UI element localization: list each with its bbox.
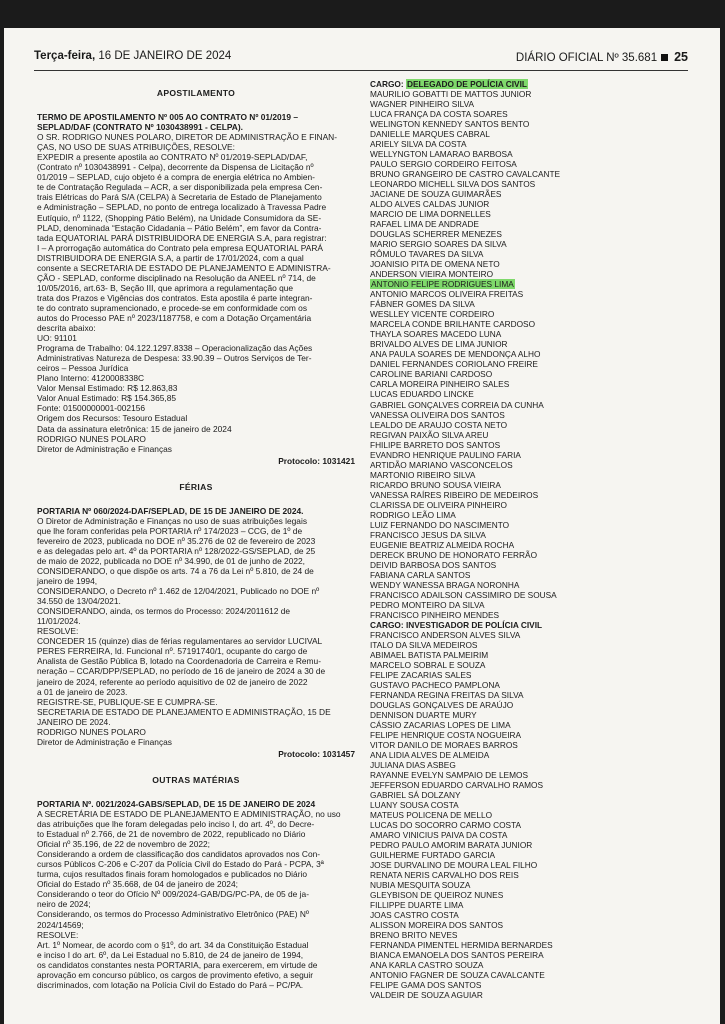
list-item: RAFAEL LIMA DE ANDRADE bbox=[370, 219, 479, 230]
text-line: os candidatos constantes nesta PORTARIA, para exercerem, em virtude de bbox=[37, 959, 318, 970]
list-item: ALDO ALVES CALDAS JUNIOR bbox=[370, 199, 490, 210]
text-line: Considerando, os termos do Processo Administrativo Eletrônico (PAE) Nº bbox=[37, 909, 309, 920]
apostilamento-body bbox=[37, 132, 355, 454]
protocol-1031457: Protocolo: 1031457 bbox=[278, 748, 355, 759]
text-line: neiro de 2024; bbox=[37, 899, 91, 910]
right-column bbox=[370, 79, 690, 1000]
text-line: trata dos Prazos e Vigências dos contratos. Esta apostila é parte integran- bbox=[37, 292, 313, 303]
delegado-list-a bbox=[370, 89, 690, 279]
list-item: ANTONIO FAGNER DE SOUZA CAVALCANTE bbox=[370, 970, 545, 981]
text-line: Administrativas Natureza de Despesa: 33.90.39 – Outros Serviços de Ter- bbox=[37, 353, 312, 364]
text-line: e inciso I do art. 6º, da Lei Estadual no 5.810, de 24 de janeiro de 1994, bbox=[37, 949, 304, 960]
list-item: DOUGLAS GONÇALVES DE ARAÚJO bbox=[370, 699, 514, 710]
list-item: WELINGTON KENNEDY SANTOS BENTO bbox=[370, 119, 530, 130]
list-item: RICARDO BRUNO SOUSA VIEIRA bbox=[370, 479, 501, 490]
text-line: das atribuições que lhe foram delegadas pelo inciso I, do art. 4º, do Decre- bbox=[37, 819, 315, 830]
text-line: Oficial do Estado nº 35.668, de 04 de janeiro de 2024; bbox=[37, 879, 238, 890]
list-item: MAURILIO GOBATTI DE MATTOS JUNIOR bbox=[370, 89, 532, 100]
text-line: CONCEDER 15 (quinze) dias de férias regulamentares ao servidor LUCIVAL bbox=[37, 636, 323, 647]
list-item: BRUNO GRANGEIRO DE CASTRO CAVALCANTE bbox=[370, 169, 561, 180]
apostilamento-title bbox=[37, 112, 355, 132]
text-line: 01/2019 – SEPLAD, cujo objeto é a compra de energia elétrica no Ambien- bbox=[37, 172, 315, 183]
text-line: Valor Anual Estimado: R$ 154.365,85 bbox=[37, 393, 177, 404]
text-line: descrita abaixo: bbox=[37, 323, 96, 334]
list-item: CAROLINE BARIANI CARDOSO bbox=[370, 369, 493, 380]
list-item: AMARO VINICIUS PAIVA DA COSTA bbox=[370, 830, 508, 841]
text-line: UO: 91101 bbox=[37, 333, 77, 344]
text-line: Oficial nº 35.196, de 22 de novembro de 2022; bbox=[37, 839, 211, 850]
page-header bbox=[34, 50, 688, 68]
text-line: O SR. RODRIGO NUNES POLARO, DIRETOR DE ADMINISTRAÇÃO E FINAN- bbox=[37, 132, 337, 143]
text-line: e as delegadas pelo art. 4º da PORTARIA nº 128/2022-GS/SEPLAD, de 25 bbox=[37, 545, 316, 556]
list-item: JACIANE DE SOUZA GUIMARÃES bbox=[370, 189, 502, 200]
text-line: ceiros – Pessoa Jurídica bbox=[37, 363, 129, 374]
list-item: BRIVALDO ALVES DE LIMA JUNIOR bbox=[370, 339, 508, 350]
list-item: JULIANA DIAS ASBEG bbox=[370, 760, 456, 771]
list-item: VITOR DANILO DE MORAES BARROS bbox=[370, 740, 518, 751]
list-item: CLARISSA DE OLIVEIRA PINHEIRO bbox=[370, 499, 507, 510]
cargo-investigador-heading: CARGO: INVESTIGADOR DE POLÍCIA CIVIL bbox=[370, 619, 543, 630]
list-item: FRANCISCO ADAILSON CASSIMIRO DE SOUSA bbox=[370, 589, 557, 600]
text-line: Plano Interno: 4120008338C bbox=[37, 373, 145, 384]
text-line: REGISTRE-SE, PUBLIQUE-SE E CUMPRA-SE. bbox=[37, 696, 218, 707]
text-line: Diretor de Administração e Finanças bbox=[37, 443, 172, 454]
text-line: janeiro de 2024, referente ao período aquisitivo de 02 de janeiro de 2022 bbox=[37, 676, 308, 687]
list-item: FERNANDA PIMENTEL HERMIDA BERNARDES bbox=[370, 940, 553, 951]
text-line: RODRIGO NUNES POLARO bbox=[37, 726, 146, 737]
list-item: LUCA FRANÇA DA COSTA SOARES bbox=[370, 109, 508, 120]
list-item: ARTIDÃO MARIANO VASCONCELOS bbox=[370, 459, 513, 470]
text-line: cursos Públicos C-206 e C-207 da Polícia Civil do Estado do Pará - PCPA, 3ª bbox=[37, 859, 324, 870]
list-item: FILLIPPE DUARTE LIMA bbox=[370, 900, 464, 911]
text-line: SECRETARIA DE ESTADO DE PLANEJAMENTO E ADMINISTRAÇÃO, 15 DE bbox=[37, 706, 331, 717]
text-line: Valor Mensal Estimado: R$ 12.863,83 bbox=[37, 383, 178, 394]
text-line: (Contrato nº 1030438991 - Celpa), decorrente da Dispensa de Licitação nº bbox=[37, 162, 314, 173]
list-item: MARIO SERGIO SOARES DA SILVA bbox=[370, 239, 507, 250]
list-item: LUCAS EDUARDO LINCKE bbox=[370, 389, 474, 400]
text-line: PLAD, denominada “Estação Cidadania – Pátio Belém”, em favor da Contra- bbox=[37, 222, 322, 233]
section-title-apostilamento: APOSTILAMENTO bbox=[156, 88, 236, 98]
text-line: EXPEDIR a presente apostila ao CONTRATO Nº 01/2019-SEPLAD/DAF, bbox=[37, 152, 308, 163]
list-item: VANESSA OLIVEIRA DOS SANTOS bbox=[370, 409, 505, 420]
left-column bbox=[37, 84, 355, 990]
list-item: BRENO BRITO NEVES bbox=[370, 930, 458, 941]
protocol-1031421: Protocolo: 1031421 bbox=[278, 455, 355, 466]
list-item: DOUGLAS SCHERRER MENEZES bbox=[370, 229, 502, 240]
text-line: 10/05/2016, art.63- B, Seção III, que aprimora a regulamentação que bbox=[37, 282, 294, 293]
investigador-list bbox=[370, 630, 690, 1001]
list-item: DEIVID BARBOSA DOS SANTOS bbox=[370, 559, 497, 570]
text-line: janeiro de 1994, bbox=[37, 576, 98, 587]
highlighted-name-row bbox=[370, 279, 690, 289]
text-line: CONSIDERANDO, o que dispõe os arts. 74 a 76 da Lei nº 5.810, de 24 de bbox=[37, 566, 314, 577]
list-item: EVANDRO HENRIQUE PAULINO FARIA bbox=[370, 449, 521, 460]
text-line: e Administração – SEPLAD, no ponto de entrega localizado à Travessa Padre bbox=[37, 202, 327, 213]
list-item: GUSTAVO PACHECO PAMPLONA bbox=[370, 679, 500, 690]
cargo-delegado-heading bbox=[370, 79, 690, 89]
text-line: CONSIDERANDO, ainda, os termos do Processo: 2024/2011612 de bbox=[37, 606, 291, 617]
list-item: ANTONIO MARCOS OLIVEIRA FREITAS bbox=[370, 289, 524, 300]
list-item: FERNANDA REGINA FREITAS DA SILVA bbox=[370, 689, 524, 700]
text-line: RESOLVE: bbox=[37, 929, 79, 940]
text-line: fevereiro de 2023, publicada no DOE nº 35.276 de 02 de fevereiro de 2023 bbox=[37, 535, 316, 546]
list-item: ALISSON MOREIRA DOS SANTOS bbox=[370, 920, 504, 931]
list-item: RENATA NERIS CARVALHO DOS REIS bbox=[370, 870, 519, 881]
list-item: RODRIGO LEÃO LIMA bbox=[370, 509, 456, 520]
list-item: LEALDO DE ARAUJO COSTA NETO bbox=[370, 419, 508, 430]
delegado-list-b bbox=[370, 289, 690, 620]
list-item: ARIELY SILVA DA COSTA bbox=[370, 139, 467, 150]
text-line: Considerando a ordem de classificação dos candidatos aprovados nos Con- bbox=[37, 849, 321, 860]
list-item: ANDERSON VIEIRA MONTEIRO bbox=[370, 269, 494, 280]
list-item: EUGENIE BEATRIZ ALMEIDA ROCHA bbox=[370, 539, 515, 550]
list-item: BIANCA EMANOELA DOS SANTOS PEREIRA bbox=[370, 950, 544, 961]
ferias-body bbox=[37, 516, 355, 747]
text-line: autos do Processo PAE nº 2023/1187758, e com a Dotação Orçamentária bbox=[37, 312, 312, 323]
list-item: CARLA MOREIRA PINHEIRO SALES bbox=[370, 379, 510, 390]
text-line: aprovação em concurso público, os cargos de provimento efetivo, a seguir bbox=[37, 969, 314, 980]
list-item: JEFFERSON EDUARDO CARVALHO RAMOS bbox=[370, 780, 544, 791]
list-item: GABRIEL SÁ DOLZANY bbox=[370, 790, 461, 801]
outras-title: PORTARIA Nº. 0021/2024-GABS/SEPLAD, DE 15 DE JANEIRO DE 2024 bbox=[37, 798, 316, 809]
list-item: MARCELO SOBRAL E SOUZA bbox=[370, 659, 486, 670]
text-line: PERES FERREIRA, Id. Funcional nº. 57191740/1, ocupante do cargo de bbox=[37, 646, 308, 657]
text-line: te do contrato supramencionado, e procede-se em conformidade com os bbox=[37, 302, 308, 313]
list-item: FHILIPE BARRETO DOS SANTOS bbox=[370, 439, 501, 450]
header-date-text: 16 DE JANEIRO DE 2024 bbox=[98, 50, 232, 62]
section-title-outras-materias: OUTRAS MATÉRIAS bbox=[152, 774, 240, 785]
text-line: tada EQUATORIAL PARÁ DISTRIBUIDORA DE ENERGIA S.A, para registrar: bbox=[37, 232, 327, 243]
list-item: REGIVAN PAIXÃO SILVA AREU bbox=[370, 429, 489, 440]
list-item: PEDRO PAULO AMORIM BARATA JUNIOR bbox=[370, 840, 533, 851]
list-item: JOANISIO PITA DE OMENA NETO bbox=[370, 259, 500, 270]
header-journal-block bbox=[516, 50, 688, 64]
highlighted-name: ANTONIO FELIPE RODRIGUES LIMA bbox=[371, 279, 514, 290]
page-number: 25 bbox=[674, 50, 688, 64]
list-item: LUCAS DO SOCORRO CARMO COSTA bbox=[370, 820, 522, 831]
text-line: I – A prorrogação automática do Contrato pela empresa EQUATORIAL PARÁ bbox=[37, 242, 323, 253]
list-item: WELLYNGTON LAMARAO BARBOSA bbox=[370, 149, 513, 160]
text-line: 34.550 de 13/04/2021. bbox=[37, 596, 121, 607]
text-line: trais Elétricas do Pará S/A (CELPA) à Secretaria de Estado de Planejamento bbox=[37, 192, 322, 203]
journal-name: DIÁRIO OFICIAL Nº 35.681 bbox=[515, 52, 658, 64]
list-item: DANIELLE MARQUES CABRAL bbox=[370, 129, 490, 140]
list-item: DANIEL FERNANDES CORIOLANO FREIRE bbox=[370, 359, 538, 370]
list-item: THAYLA SOARES MACEDO LUNA bbox=[370, 329, 502, 340]
list-item: LUIZ FERNANDO DO NASCIMENTO bbox=[370, 519, 510, 530]
header-date bbox=[34, 50, 231, 62]
text-line: to Estadual nº 2.766, de 21 de novembro de 2022, republicado no Diário bbox=[37, 829, 306, 840]
list-item: ITALO DA SILVA MEDEIROS bbox=[370, 639, 478, 650]
list-item: WENDY WANESSA BRAGA NORONHA bbox=[370, 579, 520, 590]
text-line: SEPLAD/DAF (CONTRATO Nº 1030438991 - CELPA). bbox=[37, 122, 243, 133]
text-line: CONSIDERANDO, o Decreto nº 1.462 de 12/04/2021, Publicado no DOE nº bbox=[37, 586, 320, 597]
list-item: VANESSA RAÍRES RIBEIRO DE MEDEIROS bbox=[370, 489, 539, 500]
section-title-ferias: FÉRIAS bbox=[179, 481, 213, 492]
text-line: TERMO DE APOSTILAMENTO Nº 005 AO CONTRATO Nº 01/2019 – bbox=[37, 112, 298, 123]
list-item: DENNISON DUARTE MURY bbox=[370, 709, 477, 720]
text-line: ÇAS, NO USO DE SUAS ATRIBUIÇÕES, RESOLVE: bbox=[37, 142, 235, 153]
list-item: GABRIEL GONÇALVES CORREIA DA CUNHA bbox=[370, 399, 544, 410]
list-item: VALDEIR DE SOUZA AGUIAR bbox=[370, 990, 483, 1001]
list-item: LEONARDO MICHELL SILVA DOS SANTOS bbox=[370, 179, 536, 190]
list-item: PAULO SERGIO CORDEIRO FEITOSA bbox=[370, 159, 517, 170]
list-item: DERECK BRUNO DE HONORATO FERRÃO bbox=[370, 549, 538, 560]
text-line: discriminados, com lotação na Polícia Civil do Estado do Pará – PC/PA. bbox=[37, 979, 304, 990]
list-item: WESLLEY VICENTE CORDEIRO bbox=[370, 309, 495, 320]
newspaper-page bbox=[4, 28, 720, 1024]
list-item: RÔMULO TAVARES DA SILVA bbox=[370, 249, 484, 260]
text-line: JANEIRO DE 2024. bbox=[37, 716, 111, 727]
list-item: FRANCISCO PINHEIRO MENDES bbox=[370, 609, 500, 620]
list-item: ANA PAULA SOARES DE MENDONÇA ALHO bbox=[370, 349, 541, 360]
list-item: FRANCISCO ANDERSON ALVES SILVA bbox=[370, 629, 521, 640]
list-item: ANA KARLA CASTRO SOUZA bbox=[370, 960, 484, 971]
text-line: te de Contratação Regulada – ACR, a ser disponibilizada pela empresa Cen- bbox=[37, 182, 323, 193]
text-line: de maio de 2022, publicada no DOE nº 34.990, de 01 de junho de 2022, bbox=[37, 555, 306, 566]
list-item: LUANY SOUSA COSTA bbox=[370, 800, 459, 811]
cargo-prefix: CARGO: bbox=[370, 79, 406, 89]
text-line: Diretor de Administração e Finanças bbox=[37, 736, 172, 747]
text-line: Fonte: 01500000001-002156 bbox=[37, 403, 146, 414]
text-line: turma, cujos resultados finais foram homologados e publicados no Diário bbox=[37, 869, 308, 880]
list-item: MATEUS POLICENA DE MELLO bbox=[370, 810, 493, 821]
list-item: GUILHERME FURTADO GARCIA bbox=[370, 850, 496, 861]
text-line: 11/01/2024. bbox=[37, 616, 81, 627]
list-item: FELIPE HENRIQUE COSTA NOGUEIRA bbox=[370, 730, 522, 741]
text-line: Considerando o teor do Ofício Nº 009/2024-GAB/DG/PC-PA, de 05 de ja- bbox=[37, 889, 309, 900]
outras-body bbox=[37, 809, 355, 990]
list-item: WAGNER PINHEIRO SILVA bbox=[370, 99, 475, 110]
list-item: ANA LIDIA ALVES DE ALMEIDA bbox=[370, 750, 490, 761]
list-item: FRANCISCO JESUS DA SILVA bbox=[370, 529, 486, 540]
list-item: MARTONIO RIBEIRO SILVA bbox=[370, 469, 476, 480]
list-item: FÁBNER GOMES DA SILVA bbox=[370, 299, 475, 310]
text-line: Programa de Trabalho: 04.122.1297.8338 – Operacionalização das Ações bbox=[37, 343, 313, 354]
text-line: que lhe foram conferidas pela PORTARIA nº 174/2023 – CCG, de 1º de bbox=[37, 525, 303, 536]
text-line: Eutíquio, nº 1122, (Shopping Pátio Belém), na Unidade Consumidora da SE- bbox=[37, 212, 322, 223]
header-rule bbox=[34, 70, 688, 71]
text-line: neração – CCAR/DPP/SEPLAD, no período de 16 de janeiro de 2024 a 30 de bbox=[37, 666, 326, 677]
list-item: JOSE DURVALINO DE MOURA LEAL FILHO bbox=[370, 860, 538, 871]
list-item: ABIMAEL BATISTA PALMEIRIM bbox=[370, 649, 489, 660]
square-bullet-icon bbox=[661, 54, 668, 61]
text-line: A SECRETÁRIA DE ESTADO DE PLANEJAMENTO E ADMINISTRAÇÃO, no uso bbox=[37, 809, 341, 819]
list-item: FELIPE ZACARIAS SALES bbox=[370, 669, 472, 680]
text-line: Analista de Gestão Pública B, lotado na Coordenadoria de Carreira e Remu- bbox=[37, 656, 321, 667]
list-item: FABIANA CARLA SANTOS bbox=[370, 569, 471, 580]
list-item: NUBIA MESQUITA SOUZA bbox=[370, 880, 471, 891]
text-line: 2024/14569; bbox=[37, 919, 84, 930]
text-line: Data da assinatura eletrônica: 15 de janeiro de 2024 bbox=[37, 423, 232, 434]
text-line: RODRIGO NUNES POLARO bbox=[37, 433, 146, 444]
list-item: JOAS CASTRO COSTA bbox=[370, 910, 459, 921]
list-item: RAYANNE EVELYN SAMPAIO DE LEMOS bbox=[370, 770, 528, 781]
text-line: Art. 1º Nomear, de acordo com o §1º, do art. 34 da Constituição Estadual bbox=[37, 939, 309, 950]
text-line: RESOLVE: bbox=[37, 626, 79, 637]
ferias-title: PORTARIA Nº 060/2024-DAF/SEPLAD, DE 15 DE JANEIRO DE 2024. bbox=[37, 505, 304, 516]
text-line: ÇÃO - SEPLAD, conforme disciplinado na Resolução da ANEEL nº 714, de bbox=[37, 272, 316, 283]
header-weekday: Terça-feira, bbox=[34, 50, 96, 62]
list-item: PEDRO MONTEIRO DA SILVA bbox=[370, 599, 485, 610]
list-item: FELIPE GAMA DOS SANTOS bbox=[370, 980, 482, 991]
list-item: MARCELA CONDE BRILHANTE CARDOSO bbox=[370, 319, 536, 330]
text-line: DISTRIBUIDORA DE ENERGIA S.A, a partir de 17/01/2024, com a qual bbox=[37, 252, 304, 263]
cargo-delegado-highlight: DELEGADO DE POLÍCIA CIVIL bbox=[406, 79, 527, 89]
list-item: GLEYBISON DE QUEIROZ NUNES bbox=[370, 890, 504, 901]
list-item: CÁSSIO ZACARIAS LOPES DE LIMA bbox=[370, 720, 511, 730]
list-item: MARCIO DE LIMA DORNELLES bbox=[370, 209, 491, 220]
text-line: O Diretor de Administração e Finanças no uso de suas atribuições legais bbox=[37, 515, 308, 526]
text-line: consente a SECRETARIA DE ESTADO DE PLANEJAMENTO E ADMINISTRA- bbox=[37, 262, 331, 273]
text-line: Origem dos Recursos: Tesouro Estadual bbox=[37, 413, 188, 424]
text-line: a 01 de janeiro de 2023. bbox=[37, 686, 128, 697]
